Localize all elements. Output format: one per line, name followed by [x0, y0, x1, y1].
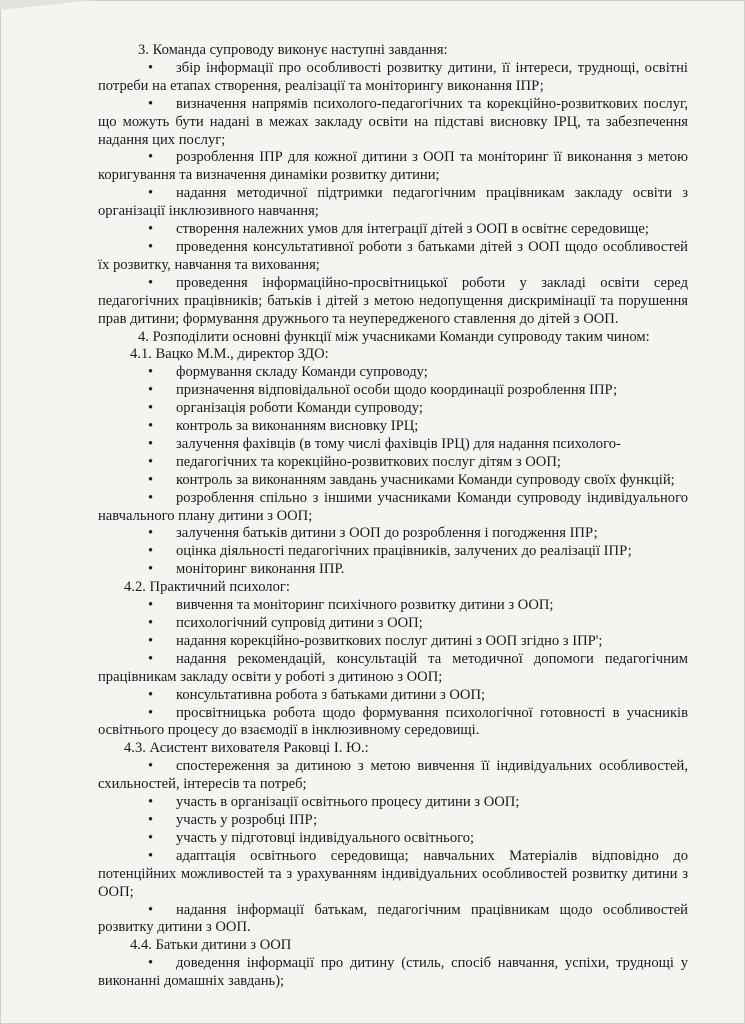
bullet-icon: • — [148, 364, 154, 381]
list-item: • консультативна робота з батьками дитини з ООП; — [148, 686, 486, 703]
list-item: • проведення консультативної роботи з батьками дітей з ООП щодо особливостей їх розвитку, навчання та виховання; — [98, 238, 688, 273]
list-item: • участь у розробці ІПР; — [148, 811, 318, 828]
list-item: • участь у підготовці індивідуального освітнього; — [148, 829, 475, 846]
list-item: • надання інформації батькам, педагогічним працівникам щодо особливостей розвитку дитини з ООП. — [98, 901, 688, 936]
section-4-heading: 4. Розподілити основні функції між учасниками Команди супроводу таким чином: — [138, 328, 650, 345]
list-item: • психологічний супровід дитини з ООП; — [148, 615, 423, 631]
bullet-icon: • — [148, 453, 154, 470]
bullet-icon: • — [148, 221, 154, 238]
bullet-icon: • — [148, 149, 154, 166]
list-item: • залучення фахівців (в тому числі фахівців ІРЦ) для надання психолого- — [148, 435, 621, 452]
list-item: • надання рекомендацій, консультацій та методичної допомоги педагогічним працівникам закладу освіти у роботі з дитиною з ООП; — [98, 650, 688, 685]
list-item: • формування складу Команди супроводу; — [148, 364, 428, 381]
list-item: • спостереження за дитиною з метою вивчення її індивідуальних особливостей, схильностей, інтересів та потреб; — [98, 758, 688, 793]
section-3-heading: 3. Команда супроводу виконує наступні завдання: — [138, 42, 448, 58]
bullet-icon: • — [148, 632, 154, 649]
bullet-icon: • — [148, 489, 154, 506]
bullet-icon: • — [148, 901, 154, 918]
bullet-icon: • — [148, 543, 154, 560]
section-4-2-heading: 4.2. Практичний психолог: — [124, 579, 290, 596]
bullet-icon: • — [148, 400, 154, 417]
list-item: • призначення відповідальної особи щодо координації розроблення ІПР; — [148, 382, 618, 399]
section-4-3-heading: 4.3. Асистент вихователя Раковці І. Ю.: — [124, 740, 369, 757]
list-item: • оцінка діяльності педагогічних працівників, залучених до реалізації ІПР; — [148, 543, 632, 560]
list-item: • просвітницька робота щодо формування психологічної готовності в учасників освітнього процесу до взаємодії в інклюзивному середовищі. — [98, 704, 688, 739]
section-4-1-list — [98, 364, 688, 579]
list-item: • моніторинг виконання ІПР. — [148, 561, 345, 578]
list-item: • збір інформації про особливості розвитку дитини, її інтереси, труднощі, освітні потреби на етапах створення, реалізації та моніторингу виконання ІПР; — [98, 59, 688, 94]
bullet-icon: • — [148, 955, 154, 972]
section-4-3-list — [98, 758, 688, 937]
list-item: • контроль за виконанням завдань учасниками Команди супроводу своїх функцій; — [148, 471, 675, 488]
document-body — [98, 42, 688, 991]
list-item: • доведення інформації про дитину (стиль, спосіб навчання, успіхи, труднощі у виконанні домашніх завдань); — [98, 955, 688, 990]
bullet-icon: • — [148, 274, 154, 291]
bullet-icon: • — [148, 238, 154, 255]
list-item: • розроблення ІПР для кожної дитини з ООП та моніторинг її виконання з метою коригування та визначення динаміки розвитку дитини; — [98, 149, 688, 184]
section-3-list — [98, 60, 688, 329]
bullet-icon: • — [148, 704, 154, 721]
list-item: • надання методичної підтримки педагогічним працівникам закладу освіти з організації інклюзивного навчання; — [98, 185, 688, 220]
bullet-icon: • — [148, 794, 154, 811]
list-item: • педагогічних та корекційно-розвиткових послуг дітям з ООП; — [148, 453, 561, 470]
bullet-icon: • — [148, 525, 154, 542]
bullet-icon: • — [148, 686, 154, 703]
bullet-icon: • — [148, 758, 154, 775]
bullet-icon: • — [148, 597, 154, 614]
list-item: • надання корекційно-розвиткових послуг дитині з ООП згідно з ІПР'; — [148, 632, 603, 649]
section-4-1-heading: 4.1. Вацко М.М., директор ЗДО: — [130, 346, 329, 363]
section-4-2-list — [98, 597, 688, 740]
bullet-icon: • — [148, 382, 154, 399]
bullet-icon: • — [148, 418, 154, 435]
list-item: • створення належних умов для інтеграції дітей з ООП в освітнє середовище; — [148, 221, 649, 238]
bullet-icon: • — [148, 435, 154, 452]
list-item: • контроль за виконанням висновку ІРЦ; — [148, 418, 419, 435]
section-4-4-list — [98, 955, 688, 991]
list-item: • адаптація освітнього середовища; навчальних Матеріалів відповідно до потенційних можливостей та з урахуванням індивідуальних особливостей розвитку дитини з ООП; — [98, 847, 688, 900]
list-item: • залучення батьків дитини з ООП до розроблення і погодження ІПР; — [148, 525, 598, 542]
bullet-icon: • — [148, 59, 154, 76]
bullet-icon: • — [148, 811, 154, 828]
section-4-4-heading: 4.4. Батьки дитини з ООП — [130, 937, 292, 954]
bullet-icon: • — [148, 829, 154, 846]
bullet-icon: • — [148, 847, 154, 864]
list-item: • розроблення спільно з іншими учасниками Команди супроводу індивідуального навчального плану дитини з ООП; — [98, 489, 688, 524]
list-item: • вивчення та моніторинг психічного розвитку дитини з ООП; — [148, 597, 554, 614]
bullet-icon: • — [148, 471, 154, 488]
bullet-icon: • — [148, 650, 154, 667]
bullet-icon: • — [148, 615, 154, 631]
bullet-icon: • — [148, 561, 154, 578]
bullet-icon: • — [148, 185, 154, 202]
list-item: • організація роботи Команди супроводу; — [148, 400, 423, 417]
list-item: • участь в організації освітнього процесу дитини з ООП; — [148, 794, 520, 811]
page-fold-corner — [0, 0, 95, 10]
bullet-icon: • — [148, 95, 154, 112]
list-item: • проведення інформаційно-просвітницької роботи у закладі освіти серед педагогічних працівників; батьків і дітей з метою недопущення дискримінації та порушення прав дитини; формування дружнього та неупередженого ставлення до дітей з ООП. — [98, 274, 688, 327]
list-item: • визначення напрямів психолого-педагогічних та корекційно-розвиткових послуг, що можуть бути надані в межах закладу освіти на підставі висновку ІРЦ, та забезпечення надання цих послуг; — [98, 95, 688, 148]
